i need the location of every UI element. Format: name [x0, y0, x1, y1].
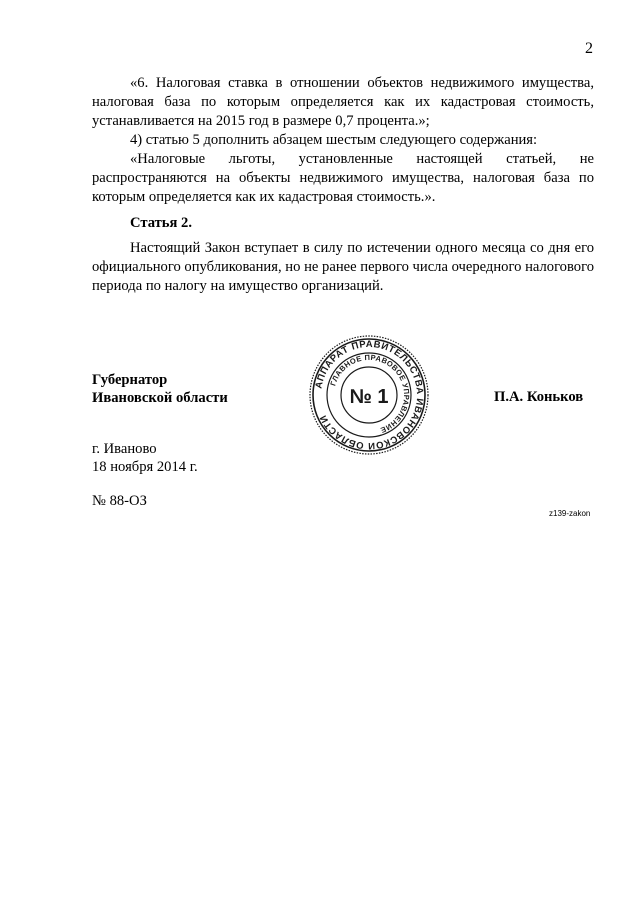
article-block	[92, 239, 594, 296]
article-text: Настоящий Закон вступает в силу по истечении одного месяца со дня его официального опубликования, но не ранее первого числа очередного налогового периода по налогу на имущество организаций.	[92, 240, 594, 294]
date: 18 ноября 2014 г.	[92, 459, 198, 475]
official-seal	[307, 333, 431, 457]
signatory-title-line1: Губернатор	[92, 372, 168, 388]
amendments-block	[92, 74, 594, 207]
seal-inner-text: ГЛАВНОЕ ПРАВОВОЕ УПРАВЛЕНИЕ	[328, 352, 412, 435]
place-date	[92, 440, 198, 476]
signatory-title-line2: Ивановской области	[92, 390, 228, 406]
seal-number: № 1	[349, 386, 389, 408]
article-heading: Статья 2.	[130, 215, 192, 231]
city: г. Иваново	[92, 441, 157, 457]
file-code: z139-zakon	[549, 509, 591, 518]
paragraph-tax-rate: «6. Налоговая ставка в отношении объектов недвижимого имущества, налоговая база по которым определяется как их кадастровая стоимость, устанавливается на 2015 год в размере 0,7 процента.»;	[92, 75, 594, 129]
signatory-name: П.А. Коньков	[494, 389, 584, 405]
paragraph-tax-benefits: «Налоговые льготы, установленные настоящей статьей, не распространяются на объекты недвижимого имущества, налоговая база по которым определяется как их кадастровая стоимость.».	[92, 151, 594, 205]
seal-outer-text: АППАРАТ ПРАВИТЕЛЬСТВА ИВАНОВСКОЙ ОБЛАСТИ	[313, 338, 426, 452]
paragraph-article5-amend: 4) статью 5 дополнить абзацем шестым следующего содержания:	[130, 132, 538, 148]
signatory-title	[92, 371, 228, 407]
law-number: № 88-ОЗ	[92, 493, 147, 509]
page-number: 2	[585, 40, 593, 57]
